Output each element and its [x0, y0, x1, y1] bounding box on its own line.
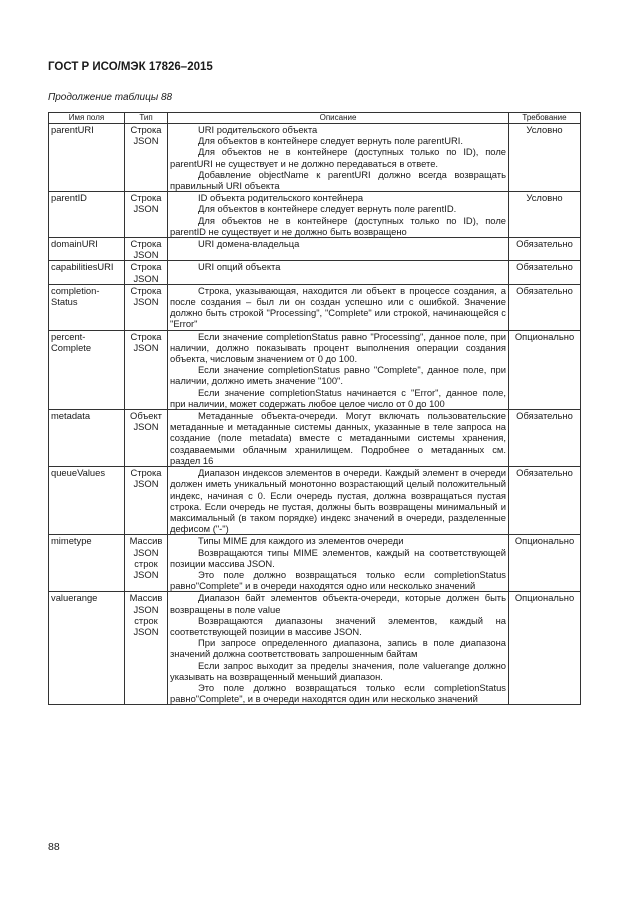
- description-paragraph: Для объектов не в контейнере (доступных только по ID), поле parentURI не существует и не должно передаваться в ответе.: [170, 146, 506, 169]
- field-requirement-cell: Условно: [509, 192, 581, 238]
- description-paragraph: Если значение completionStatus равно "Processing", данное поле, при наличии, должно показывать процент выполнения операции создания объекта, числовым значением от 0 до 100.: [170, 330, 506, 365]
- column-header-requirement: Требование: [509, 113, 581, 124]
- field-description-cell: [168, 284, 509, 330]
- description-paragraph: Диапазон байт элементов объекта-очереди, которые должен быть возвращены в поле value: [170, 592, 506, 615]
- field-description-cell: [168, 330, 509, 409]
- field-name-cell: domainURI: [49, 238, 125, 261]
- field-requirement-cell: Опционально: [509, 330, 581, 409]
- field-description-cell: [168, 410, 509, 467]
- description-paragraph: ID объекта родительского контейнера: [198, 192, 364, 204]
- field-description-cell: [168, 592, 509, 705]
- column-header-description: Описание: [168, 113, 509, 124]
- field-requirement-cell: Опционально: [509, 535, 581, 592]
- document-header: ГОСТ Р ИСО/МЭК 17826–2015: [48, 61, 213, 73]
- table-row: [49, 124, 581, 192]
- description-paragraph: URI домена-владельца: [198, 238, 300, 250]
- field-name-cell: queueValues: [49, 467, 125, 535]
- table-row: [49, 467, 581, 535]
- field-name-cell: completion-Status: [49, 284, 125, 330]
- description-paragraph: При запросе определенного диапазона, запись в поле диапазона значений должна соответствовать запрошенным байтам: [170, 637, 506, 660]
- description-paragraph: Если запрос выходит за пределы значения, поле valuerange должно указывать на возвращенный меньший диапазон.: [170, 659, 506, 682]
- field-name-cell: mimetype: [49, 535, 125, 592]
- field-requirement-cell: Обязательно: [509, 261, 581, 284]
- fields-table: [48, 112, 581, 705]
- field-type-cell: Строка JSON: [125, 330, 168, 409]
- field-name-cell: parentID: [49, 192, 125, 238]
- field-description-cell: [168, 192, 509, 238]
- field-name-cell: percent-Complete: [49, 330, 125, 409]
- table-row: [49, 592, 581, 705]
- field-type-cell: Строка JSON: [125, 467, 168, 535]
- field-type-cell: Строка JSON: [125, 238, 168, 261]
- field-type-cell: Строка JSON: [125, 192, 168, 238]
- field-name-cell: valuerange: [49, 592, 125, 705]
- table-row: [49, 261, 581, 284]
- description-paragraph: Это поле должно возвращаться только если completionStatus равно"Complete" и в очереди находятся одно или несколько значений: [170, 568, 506, 592]
- field-name-cell: parentURI: [49, 124, 125, 192]
- column-header-type: Тип: [125, 113, 168, 124]
- field-type-cell: Строка JSON: [125, 124, 168, 192]
- table-row: [49, 238, 581, 261]
- field-description-cell: [168, 124, 509, 192]
- description-paragraph: Возвращаются типы MIME элементов, каждый на соответствующей позиции массива JSON.: [170, 546, 506, 569]
- column-header-name: Имя поля: [49, 113, 125, 124]
- field-requirement-cell: Обязательно: [509, 238, 581, 261]
- field-type-cell: Массив JSON строк JSON: [125, 592, 168, 705]
- field-requirement-cell: Опционально: [509, 592, 581, 705]
- table-row: [49, 284, 581, 330]
- field-type-cell: Массив JSON строк JSON: [125, 535, 168, 592]
- field-type-cell: Объект JSON: [125, 410, 168, 467]
- table-row: [49, 330, 581, 409]
- field-requirement-cell: Обязательно: [509, 467, 581, 535]
- field-requirement-cell: Условно: [509, 124, 581, 192]
- description-paragraph: Для объектов в контейнере следует вернуть поле parentURI.: [198, 135, 463, 147]
- description-paragraph: URI родительского объекта: [198, 124, 318, 135]
- field-type-cell: Строка JSON: [125, 261, 168, 284]
- table-header-row: [49, 113, 581, 124]
- field-description-cell: [168, 238, 509, 261]
- table-body: [49, 124, 581, 705]
- table-row: [49, 192, 581, 238]
- description-paragraph: Если значение completionStatus равно "Complete", данное поле, при наличии, должно иметь значение "100".: [170, 364, 506, 387]
- description-paragraph: URI опций объекта: [198, 261, 281, 273]
- page-number: 88: [48, 841, 60, 853]
- description-paragraph: Типы MIME для каждого из элементов очереди: [198, 535, 404, 547]
- field-description-cell: [168, 261, 509, 284]
- field-requirement-cell: Обязательно: [509, 284, 581, 330]
- description-paragraph: Метаданные объекта-очереди. Могут включать пользовательские метаданные и метаданные системы данных, указанные в теле запроса на создание (поле metadata) вместе с метаданными системы хранения, создаваемыми облачным хранилищем. Подробнее о метаданных см. раздел 16: [170, 410, 506, 466]
- table-row: [49, 410, 581, 467]
- description-paragraph: Диапазон индексов элементов в очереди. Каждый элемент в очереди должен иметь уникальный монотонно возрастающий целый положительный индекс, начиная с 0. Если очередь пустая, должна возвращаться пустая строка. Если очередь не пустая, должны быть возвращены минимальный и максимальный (в таком порядке) индекс значений в очереди, разделенные дефисом ("-"): [170, 467, 506, 535]
- field-description-cell: [168, 535, 509, 592]
- field-description-cell: [168, 467, 509, 535]
- description-paragraph: Возвращаются диапазоны значений элементов, каждый на соответствующей позиции в массиве JSON.: [170, 614, 506, 637]
- field-type-cell: Строка JSON: [125, 284, 168, 330]
- description-paragraph: Это поле должно возвращаться только если completionStatus равно"Complete", и в очереди находятся один или несколько значений: [170, 681, 506, 705]
- table-row: [49, 535, 581, 592]
- description-paragraph: Строка, указывающая, находится ли объект в процессе создания, а после создания – был ли он создан успешно или с ошибкой. Значение должно быть строкой "Processing", "Complete" или строкой, начинающейся с "Error": [170, 284, 506, 330]
- description-paragraph: Добавление objectName к parentURI должно всегда возвращать правильный URI объекта: [170, 168, 506, 192]
- field-name-cell: capabilitiesURI: [49, 261, 125, 284]
- description-paragraph: Для объектов в контейнере следует вернуть поле parentID.: [198, 203, 457, 215]
- field-requirement-cell: Обязательно: [509, 410, 581, 467]
- description-paragraph: Для объектов не в контейнере (доступных только по ID), поле parentID не существует и не должно быть возвращено: [170, 214, 506, 237]
- field-name-cell: metadata: [49, 410, 125, 467]
- description-paragraph: Если значение completionStatus начинается с "Error", данное поле, при наличии, может содержать любое целое число от 0 до 100: [170, 386, 506, 409]
- table-continuation-label: Продолжение таблицы 88: [48, 92, 173, 103]
